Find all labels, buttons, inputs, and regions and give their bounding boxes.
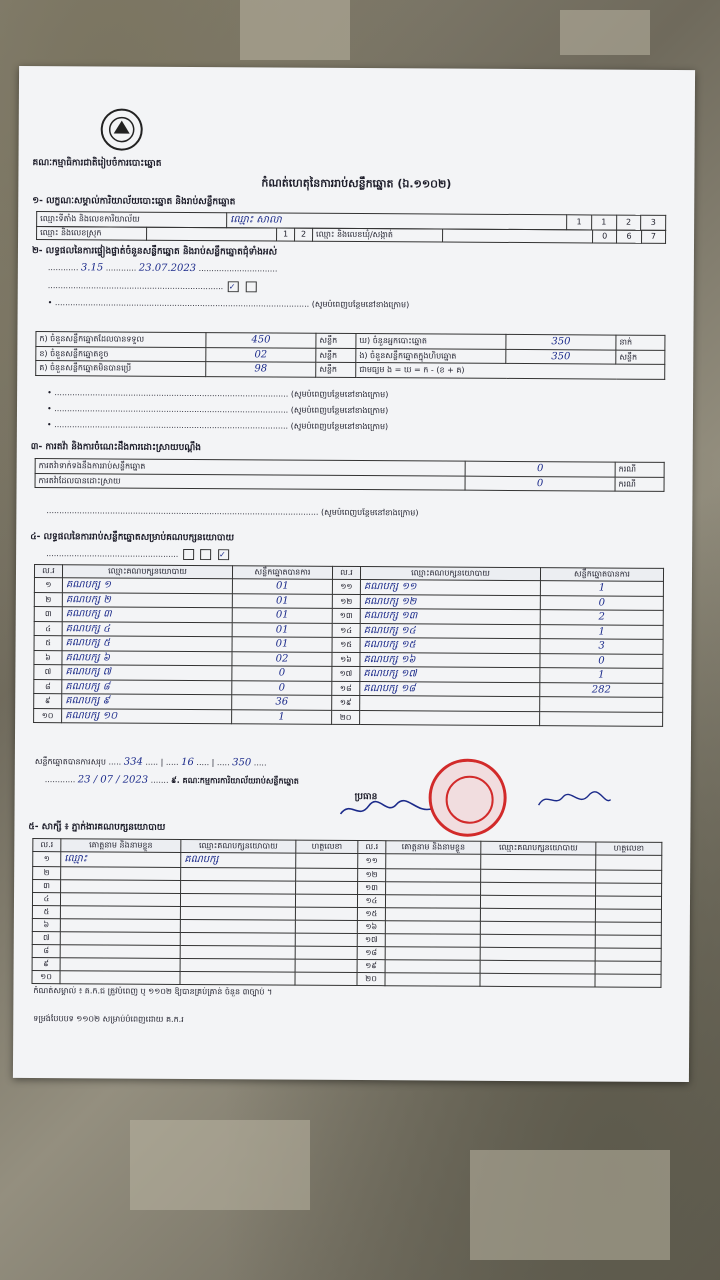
witness-name [385,959,480,973]
checkbox-icon [200,549,211,560]
party-no: ៤ [34,621,62,636]
party-name: គណបក្ស ៤ [62,621,232,637]
party-votes: 0 [540,653,663,668]
section2-check-line: ..................................................................... ✓ [48,280,680,295]
witness-no: ១១ [358,854,386,869]
party-name: គណបក្ស ១១ [360,580,540,596]
party-no: ១៧ [332,666,360,681]
footer-note: កំណត់សម្គាល់ ៖ គ.ក.ជ ត្រូវបំពេញ ឬ ១១០២ ឱ្យបានគ្រប់គ្រាន់ ចំនួន ៣ច្បាប់ ។ [33,986,273,997]
party-votes: 0 [232,666,332,681]
witness-name [61,866,181,880]
table-row [32,970,661,987]
s3-unit: ករណី [615,477,664,492]
witness-sign [595,908,661,921]
witness-party [180,932,295,946]
party-votes: 01 [232,608,332,623]
witness-no: ៩ [32,957,60,970]
party-name: គណបក្ស ៧ [62,665,232,681]
party-no: ២០ [332,710,360,725]
s2-unit: នាក់ [616,335,665,350]
party-votes-table [33,564,664,727]
witness-no: ២០ [357,972,385,985]
witness-name [385,972,480,986]
witness-party [180,893,295,907]
committee-label: ៩. គណៈកម្មការការិយាល័យរាប់សន្លឹកឆ្នោត [171,775,299,786]
witness-sign [596,869,662,882]
witness-name [386,868,481,882]
row1-value: ឈ្មោះ សាលា [227,213,567,230]
witness-sign [595,973,661,986]
witness-no: ១៨ [357,946,385,959]
party-votes: 3 [540,639,663,654]
party-name: គណបក្ស ១០ [62,708,232,724]
witness-name [60,957,180,971]
s2-left-label: ខ) ចំនួនសន្លឹកឆ្នោតខូច [36,346,206,362]
s2-unit: សន្លឹក [316,348,356,363]
s2-left-label: គ) ចំនួនសន្លឹកឆ្នោតមិនបានប្រើ [36,361,206,377]
s2-left-value: 02 [254,348,268,360]
s2-right-label: ង) ចំនួនសន្លឹកឆ្នោតក្នុងហិបឆ្នោត [356,348,506,363]
party-no: ៣ [34,607,62,622]
code-cell: 7 [641,230,665,243]
s3-unit: ករណី [615,462,664,477]
time-value: 3.15 [80,262,104,274]
col-no: ល.រ [34,565,62,578]
witness-name [386,881,481,895]
row1-label: ឈ្មោះទីតាំង និងលេខការិយាល័យ [37,212,227,228]
official-seal-icon [428,758,506,836]
witness-party [181,867,296,881]
party-no: ២ [34,592,62,607]
total-valid: 334 [123,756,143,768]
witness-sign [295,933,357,946]
witness-name [60,905,180,919]
witness-no: ១៣ [358,881,386,894]
party-name: គណបក្ស ៩ [62,694,232,710]
section2-note-line: • ............................................................................................ (សូមបំពេញបន្ថែមនៅខាងក្រោម) [47,388,389,400]
party-no: ៥ [34,636,62,651]
wall-patch [240,0,350,60]
section4-totals: សន្លឹកឆ្នោតបានការសរុប ..... 334 ..... | ..... 16 ..... | ..... 350 ..... [34,756,267,769]
witness-party [180,906,295,920]
s2-left-value: 450 [251,334,271,346]
witness-no: ៥ [32,905,60,918]
witness-party [180,919,295,933]
witness-sign [595,934,661,947]
witness-party [480,908,595,922]
party-name: គណបក្ស ២ [62,592,232,608]
party-votes: 0 [232,680,332,695]
party-votes: 0 [540,595,663,610]
party-name [360,696,540,712]
party-no: ១៨ [332,681,360,696]
witness-name [385,933,480,947]
witness-no: ១៦ [357,920,385,933]
checkbox-icon [183,549,194,560]
witness-name [60,970,180,984]
witness-no: ១ [33,852,61,867]
witness-party [480,960,595,974]
party-votes: 1 [540,581,663,596]
witness-name [385,894,480,908]
party-no: ១២ [332,594,360,609]
nec-logo-icon [99,106,145,152]
witness-sign [296,853,358,868]
party-votes: 2 [540,610,663,625]
section2-note-line: • ............................................................................................ (សូមបំពេញបន្ថែមនៅខាងក្រោម) [46,404,389,416]
witness-party [481,882,596,896]
witness-sign [295,907,357,920]
s2-right-value: 350 [551,336,571,348]
code-cell: 1 [567,215,592,230]
party-votes: 1 [232,709,332,724]
col-name: គោត្តនាម និងនាមខ្លួន [386,841,481,855]
section3-note-line: ........................................................................................................... (សូមបំពេញបន្ថែមនៅខាងក្រោម) [46,506,419,518]
witness-sign [596,882,662,895]
section2-title: ២- លទ្ធផលនៃការផ្ទៀងផ្ទាត់ចំនួនសន្លឹកឆ្នោត និងរាប់សន្លឹកឆ្នោតជុំទាំងអស់ [31,246,278,258]
witness-name [385,946,480,960]
witness-no: ១២ [358,868,386,881]
date-value: 23.07.2023 [138,262,197,275]
witness-name [61,879,181,893]
witness-sign [595,960,661,973]
witness-no: ៦ [32,918,60,931]
party-no: ៩ [34,694,62,709]
party-votes: 01 [232,593,332,608]
row2-mid-label: ឈ្មោះ និងលេខឃុំ/សង្កាត់ [313,228,443,242]
witness-no: ១៧ [357,933,385,946]
witness-no: ១៩ [357,959,385,972]
party-name: គណបក្ស ៦ [62,650,232,666]
witness-name [60,944,180,958]
party-no: ១៥ [332,637,360,652]
witness-sign [295,946,357,959]
witness-table [31,838,662,987]
section3-title: ៣- ការតវ៉ា និងការចំណេះដឹងការដោះស្រាយបណ្ដឹង [30,442,202,454]
party-votes [540,711,663,726]
party-votes: 01 [232,637,332,652]
witness-party [481,854,596,869]
checkbox-icon [245,281,256,292]
wall-patch [130,1120,310,1210]
col-no: ល.រ [33,839,61,852]
witness-no: ៣ [33,879,61,892]
party-no: ១៦ [332,652,360,667]
col-no: ល.រ [358,841,386,854]
section2-note-line: • .................................................................................................... (សូមបំពេញបន្ថែមនៅខាងក្រោម) [47,298,410,310]
section4-date: ............ 23 / 07 / 2023 ....... ៩. គណៈកម្មការការិយាល័យរាប់សន្លឹកឆ្នោត [44,774,299,786]
col-sign: ហត្ថលេខា [296,840,358,853]
party-name: គណបក្ស ១៨ [360,681,540,697]
form-title: កំណត់ហេតុនៃការរាប់សន្លឹកឆ្នោត (ឯ.១១០២) [261,176,452,191]
witness-no: ៧ [32,931,60,944]
party-votes [540,697,663,712]
party-name: គណបក្ស ១២ [360,594,540,610]
s3-row2-label: ការតវ៉ាដែលបានដោះស្រាយ [35,473,465,490]
col-party: ឈ្មោះគណបក្សនយោបាយ [360,567,540,581]
party-name: គណបក្ស ១៧ [360,667,540,683]
col-no: ល.រ [332,566,360,579]
party-name: គណបក្ស ១៣ [360,609,540,625]
party-name: គណបក្ស ១ [62,578,232,594]
footer-form: ទម្រង់បែបបទ ១១០២ សម្រាប់បំពេញដោយ គ.ក.រ [33,1014,184,1024]
section2-note-line: • ............................................................................................ (សូមបំពេញបន្ថែមនៅខាងក្រោម) [46,420,389,432]
section1-title: ១- លក្ខណៈសម្គាល់ការិយាល័យបោះឆ្នោត និងរាប់សន្លឹកឆ្នោត [32,196,236,208]
party-votes: 282 [540,682,663,697]
witness-sign [596,855,662,870]
party-name: គណបក្ស ១៤ [360,623,540,639]
org-name: គណៈកម្មាធិការជាតិរៀបចំការបោះឆ្នោត [32,158,162,169]
s2-unit: សន្លឹក [316,333,356,348]
witness-name [60,931,180,945]
witness-name [60,918,180,932]
code-cell: 3 [641,215,666,230]
party-name: គណបក្ស ៥ [62,636,232,652]
code-cell: 2 [616,215,641,230]
party-name: គណបក្ស ១៦ [360,652,540,668]
party-name: គណបក្ស ៨ [62,679,232,695]
witness-party [180,945,295,959]
witness-name [60,892,180,906]
table-row [34,708,663,726]
witness-no: ១៥ [357,907,385,920]
section4-check-line: .................................................... ✓ [46,548,678,563]
party-no: ១៩ [332,695,360,710]
witness-no: ៨ [32,944,60,957]
witness-party: គណបក្ស [181,852,296,867]
witness-party [180,958,295,972]
party-votes: 1 [540,668,663,683]
col-votes: សន្លឹកឆ្នោតបានការ [232,566,332,580]
party-name [360,710,540,726]
code-cell: 6 [617,230,641,243]
s2-right-label: ឃ) ចំនួនអ្នកបោះឆ្នោត [356,334,506,349]
party-votes: 1 [540,624,663,639]
s3-row1-label: ការតវ៉ាទាក់ទងនឹងការរាប់សន្លឹកឆ្នោត [35,459,465,476]
witness-sign [295,920,357,933]
party-no: ១៣ [332,608,360,623]
section2-table [35,331,665,379]
col-sign: ហត្ថលេខា [596,842,662,855]
witness-party [480,921,595,935]
witness-party [480,973,595,987]
checkbox-checked-icon: ✓ [228,281,239,292]
party-no: ១៤ [332,623,360,638]
section5-title: ៥- សាក្សី ៖ ភ្នាក់ងារគណបក្សនយោបាយ [28,822,166,833]
witness-sign [295,959,357,972]
party-votes: 01 [232,622,332,637]
checkbox-checked-icon: ✓ [218,549,229,560]
s2-right-value: 350 [551,350,571,362]
party-votes: 36 [232,695,332,710]
party-no: ៧ [34,665,62,680]
col-party: ឈ្មោះគណបក្សនយោបាយ [481,841,596,855]
president-label: ប្រធាន [354,792,378,803]
wall-patch [470,1150,670,1260]
party-no: ១១ [332,579,360,594]
s3-row2-value: 0 [536,477,544,489]
party-no: ១០ [34,708,62,723]
col-party: ឈ្មោះគណបក្សនយោបាយ [181,839,296,853]
party-no: ៨ [34,679,62,694]
witness-sign [595,947,661,960]
section2-time-line: ............ 3.15 ............ 23.07.2023 ............................... [47,262,278,275]
section1-table-row2 [36,226,666,244]
witness-sign [595,895,661,908]
code-cell: 0 [593,230,617,243]
witness-sign [595,921,661,934]
s2-left-value: 98 [254,363,268,375]
witness-sign [296,868,358,881]
section4-title: ៤- លទ្ធផលនៃការរាប់សន្លឹកឆ្នោតសម្រាប់គណបក្សនយោបាយ [30,532,235,544]
witness-party [181,880,296,894]
col-name: គោត្តនាម និងនាមខ្លួន [61,839,181,853]
witness-party [480,934,595,948]
s2-unit: សន្លឹក [316,362,356,377]
code-cell: 1 [277,228,295,241]
signature-icon [336,796,436,823]
total-box: 350 [232,757,252,769]
witness-no: ១០ [32,970,60,983]
witness-no: ២ [33,866,61,879]
s2-unit: សន្លឹក [616,350,665,365]
s2-formula: ជាមធ្យម ង = ឃ = ក - (ខ + គ) [356,363,665,379]
witness-party [480,895,595,909]
witness-party [180,971,295,985]
row2-label: ឈ្មោះ និងលេខស្រុក [37,227,147,241]
witness-no: ៤ [32,892,60,905]
row2-value [147,227,277,241]
witness-name: ឈ្មោះ [61,852,181,867]
code-cell: 1 [591,215,616,230]
witness-name [386,854,481,869]
witness-sign [295,894,357,907]
total-invalid: 16 [181,756,194,769]
witness-sign [295,972,357,985]
party-no: ៦ [34,650,62,665]
witness-sign [296,881,358,894]
col-party: ឈ្មោះគណបក្សនយោបាយ [62,565,232,579]
row2-value-b [443,229,593,243]
section3-table [35,458,665,492]
witness-party [481,869,596,883]
col-votes: សន្លឹកឆ្នោតបានការ [540,568,663,582]
party-votes: 01 [232,579,332,594]
party-no: ១ [34,578,62,593]
witness-no: ១៤ [357,894,385,907]
witness-name [385,907,480,921]
signature-icon [535,785,615,815]
witness-party [480,947,595,961]
party-votes: 02 [232,651,332,666]
party-name: គណបក្ស ១៥ [360,638,540,654]
party-name: គណបក្ស ៣ [62,607,232,623]
s2-left-label: ក) ចំនួនសន្លឹកឆ្នោតដែលបានទទួល [36,332,206,348]
s3-row1-value: 0 [536,463,544,475]
witness-name [385,920,480,934]
election-form-paper [13,66,695,1082]
wall-patch [560,10,650,55]
code-cell: 2 [295,228,313,241]
